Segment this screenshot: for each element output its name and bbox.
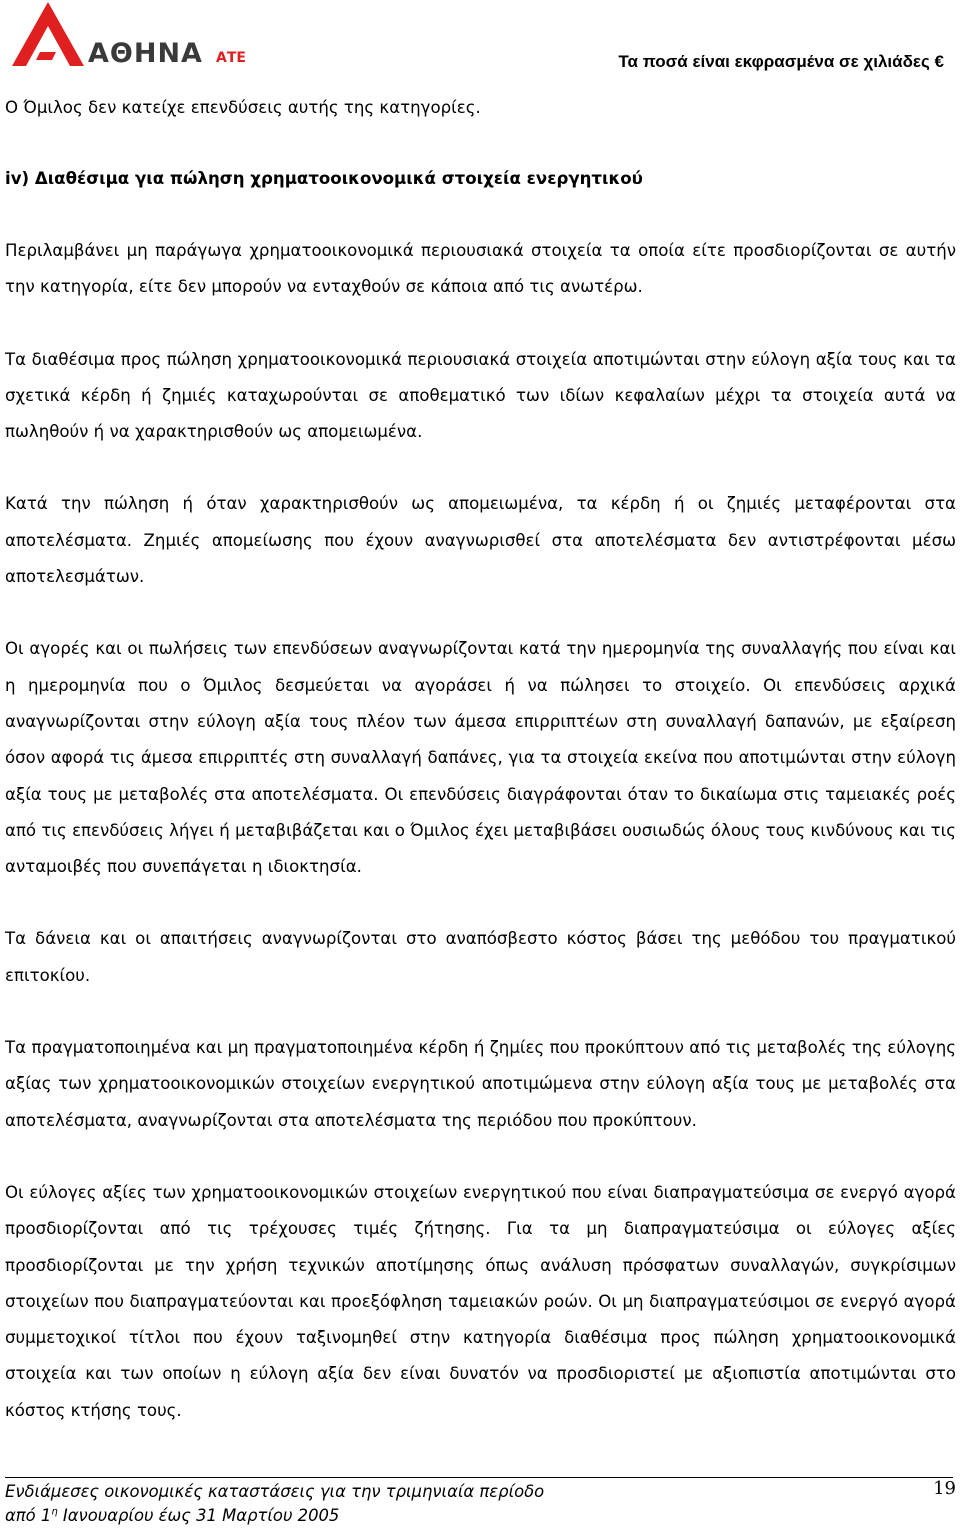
- svg-text:ΑΤΕ: ΑΤΕ: [216, 50, 246, 66]
- document-body: [5, 90, 956, 1429]
- footer-line-2-prefix: από 1: [5, 1506, 52, 1525]
- currency-note: Τα ποσά είναι εκφρασμένα σε χιλιάδες €: [618, 52, 944, 71]
- footer-line-1: Ενδιάμεσες οικονομικές καταστάσεις για την τριμηνιαία περίοδο: [5, 1482, 545, 1501]
- section-heading: iv) Διαθέσιμα για πώληση χρηματοοικονομικά στοιχεία ενεργητικού: [5, 169, 643, 188]
- paragraph-5: Τα δάνεια και οι απαιτήσεις αναγνωρίζονται στο αναπόσβεστο κόστος βάσει της μεθόδου του πραγματικού επιτοκίου.: [5, 929, 956, 985]
- intro-text: Ο Όμιλος δεν κατείχε επενδύσεις αυτής της κατηγορίες.: [5, 98, 481, 117]
- paragraph-7: Οι εύλογες αξίες των χρηματοοικονομικών στοιχείων ενεργητικού που είναι διαπραγματεύσιμα σε ενεργό αγορά προσδιορίζονται από τις τρέχουσες τιμές ζήτησης. Για τα μη διαπραγματεύσιμα οι εύλογες αξίες προσδιορίζονται με την χρήση τεχνικών αποτίμησης όπως ανάλυση πρόσφατων συναλλαγών, συγκρίσιμων στοιχείων που διαπραγματεύονται και προεξόφληση ταμειακών ροών. Οι μη διαπραγματεύσιμοι σε ενεργό αγορά συμμετοχικοί τίτλοι που έχουν ταξινομηθεί στην κατηγορία διαθέσιμα προς πώληση χρηματοοικονομικά στοιχεία και των οποίων η εύλογη αξία δεν είναι δυνατόν να προσδιοριστεί με αξιοπιστία αποτιμώνται στο κόστος κτήσης τους.: [5, 1182, 956, 1420]
- page-number: 19: [933, 1478, 956, 1499]
- footer-line-2-suffix: Ιανουαρίου έως 31 Μαρτίου 2005: [57, 1506, 340, 1525]
- footer-line-2: [5, 1504, 544, 1528]
- logo-mark-icon: [12, 2, 252, 68]
- paragraph-2: Τα διαθέσιμα προς πώληση χρηματοοικονομικά περιουσιακά στοιχεία αποτιμώνται στην εύλογη αξία τους και τα σχετικά κέρδη ή ζημιές καταχωρούνται σε αποθεματικό των ιδίων κεφαλαίων μέχρι τα στοιχεία αυτά να πωληθούν ή να χαρακτηρισθούν ως απομειωμένα.: [5, 349, 956, 442]
- svg-text:ΑΘΗΝΑ: ΑΘΗΝΑ: [88, 38, 203, 68]
- paragraph-1: Περιλαμβάνει μη παράγωγα χρηματοοικονομικά περιουσιακά στοιχεία τα οποία είτε προσδιορίζονται σε αυτήν την κατηγορία, είτε δεν μπορούν να ενταχθούν σε κάποια από τις ανωτέρω.: [5, 241, 956, 297]
- company-logo: [12, 2, 252, 68]
- footer-caption: [5, 1480, 544, 1528]
- footer-divider: [5, 1477, 953, 1478]
- paragraph-3: Κατά την πώληση ή όταν χαρακτηρισθούν ως απομειωμένα, τα κέρδη ή οι ζημιές μεταφέρονται στα αποτελέσματα. Ζημιές απομείωσης που έχουν αναγνωρισθεί στα αποτελέσματα δεν αντιστρέφονται μέσω αποτελεσμάτων.: [5, 494, 956, 587]
- paragraph-4: Οι αγορές και οι πωλήσεις των επενδύσεων αναγνωρίζονται κατά την ημερομηνία της συναλλαγής που είναι και η ημερομηνία που ο Όμιλος δεσμεύεται να αγοράσει ή να πώλησει το στοιχείο. Οι επενδύσεις αρχικά αναγνωρίζονται στην εύλογη αξία τους πλέον των άμεσα επιρριπτέων στη συναλλαγή δαπανών, με εξαίρεση όσον αφορά τις άμεσα επιρριπτές στη συναλλαγή δαπάνες, για τα στοιχεία εκείνα που αποτιμώνται στην εύλογη αξία τους με μεταβολές στα αποτελέσματα. Οι επενδύσεις διαγράφονται όταν το δικαίωμα στις ταμειακές ροές από τις επενδύσεις λήγει ή μεταβιβάζεται και ο Όμιλος έχει μεταβιβάσει ουσιωδώς όλους τους κινδύνους και τις ανταμοιβές που συνεπάγεται η ιδιοκτησία.: [5, 639, 956, 877]
- paragraph-6: Τα πραγματοποιημένα και μη πραγματοποιημένα κέρδη ή ζημίες που προκύπτουν από τις μεταβολές της εύλογης αξίας των χρηματοοικονομικών στοιχείων ενεργητικού αποτιμώμενα στην εύλογη αξία τους με μεταβολές στα αποτελέσματα, αναγνωρίζονται στα αποτελέσματα της περιόδου που προκύπτουν.: [5, 1038, 956, 1130]
- footer-line-2-ordinal: η: [51, 1506, 58, 1518]
